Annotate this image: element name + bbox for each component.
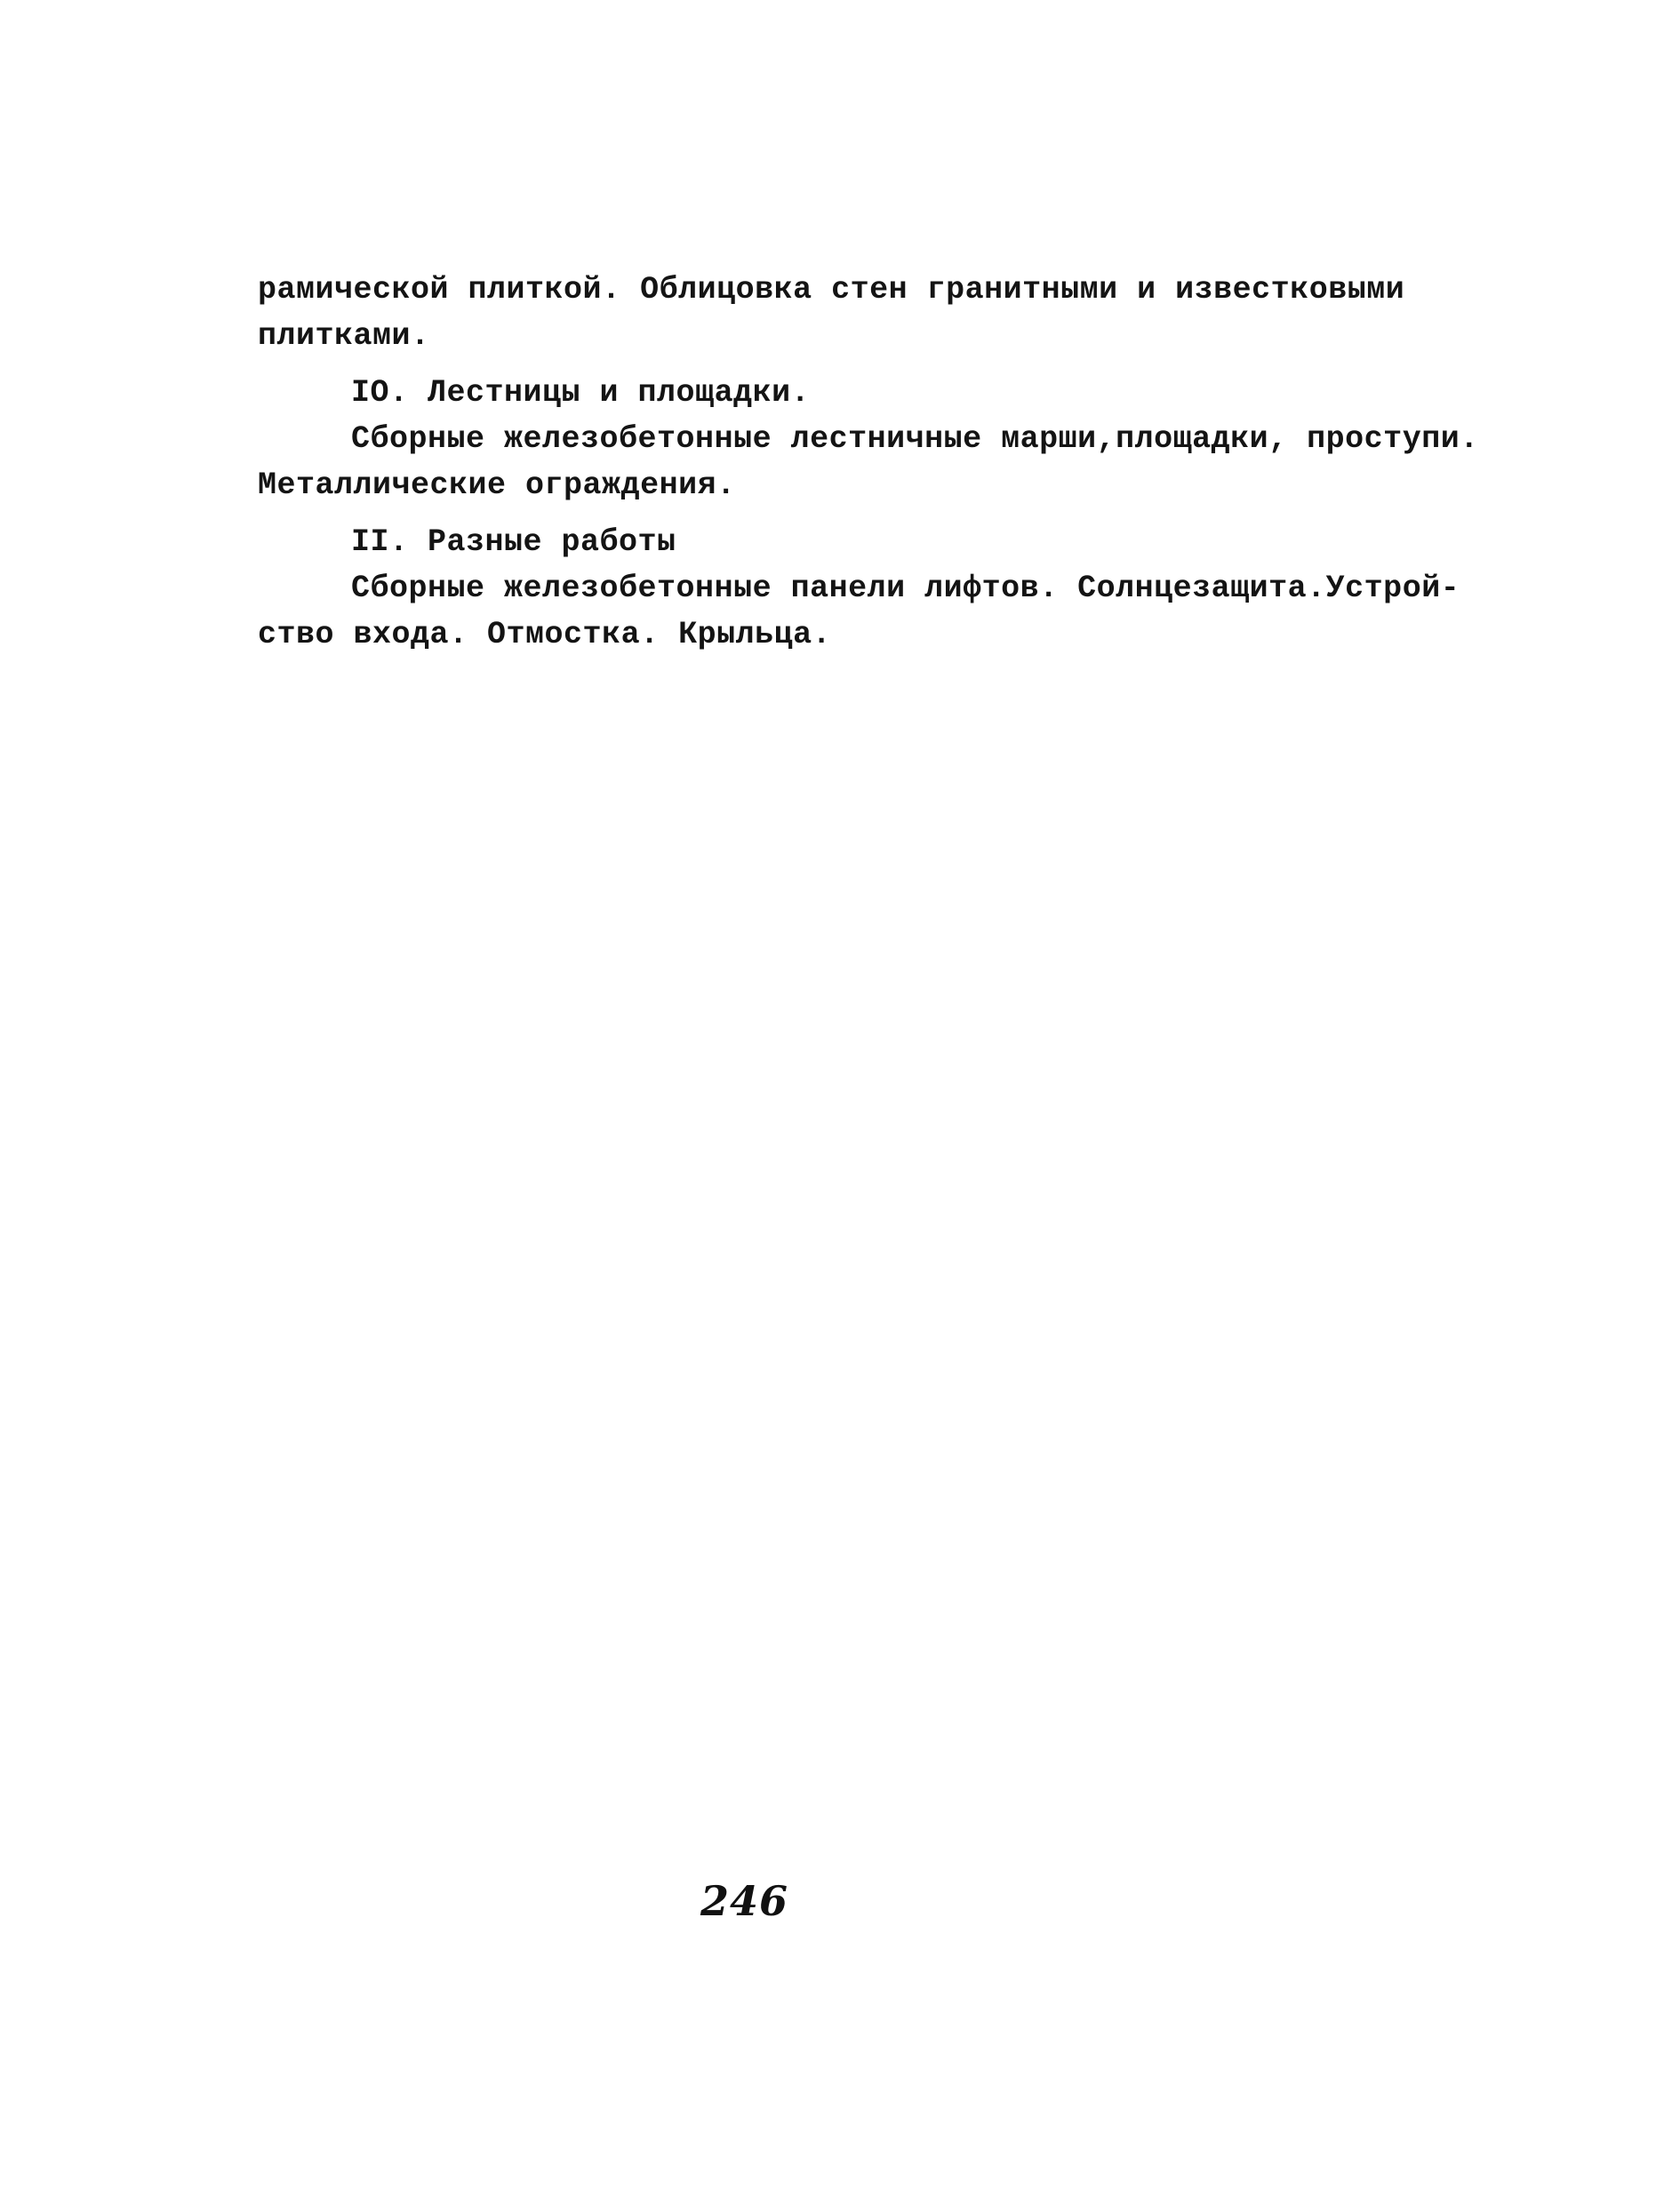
text-line: Сборные железобетонные панели лифтов. Солнцезащита.Устрой-: [351, 571, 1460, 606]
text-line: ство входа. Отмостка. Крыльца.: [258, 617, 832, 652]
text-line: Металлические ограждения.: [258, 467, 736, 503]
section-heading-misc-works: II. Разные работы: [351, 524, 676, 560]
text-line: рамической плиткой. Облицовка стен гранитными и известковыми: [258, 272, 1405, 308]
text-line: Сборные железобетонные лестничные марши,площадки, проступи.: [351, 421, 1479, 457]
section-heading-stairs: IO. Лестницы и площадки.: [351, 375, 811, 411]
page-number: 246: [700, 1877, 789, 1925]
body-text: [258, 267, 1479, 658]
text-line: плитками.: [258, 318, 430, 354]
